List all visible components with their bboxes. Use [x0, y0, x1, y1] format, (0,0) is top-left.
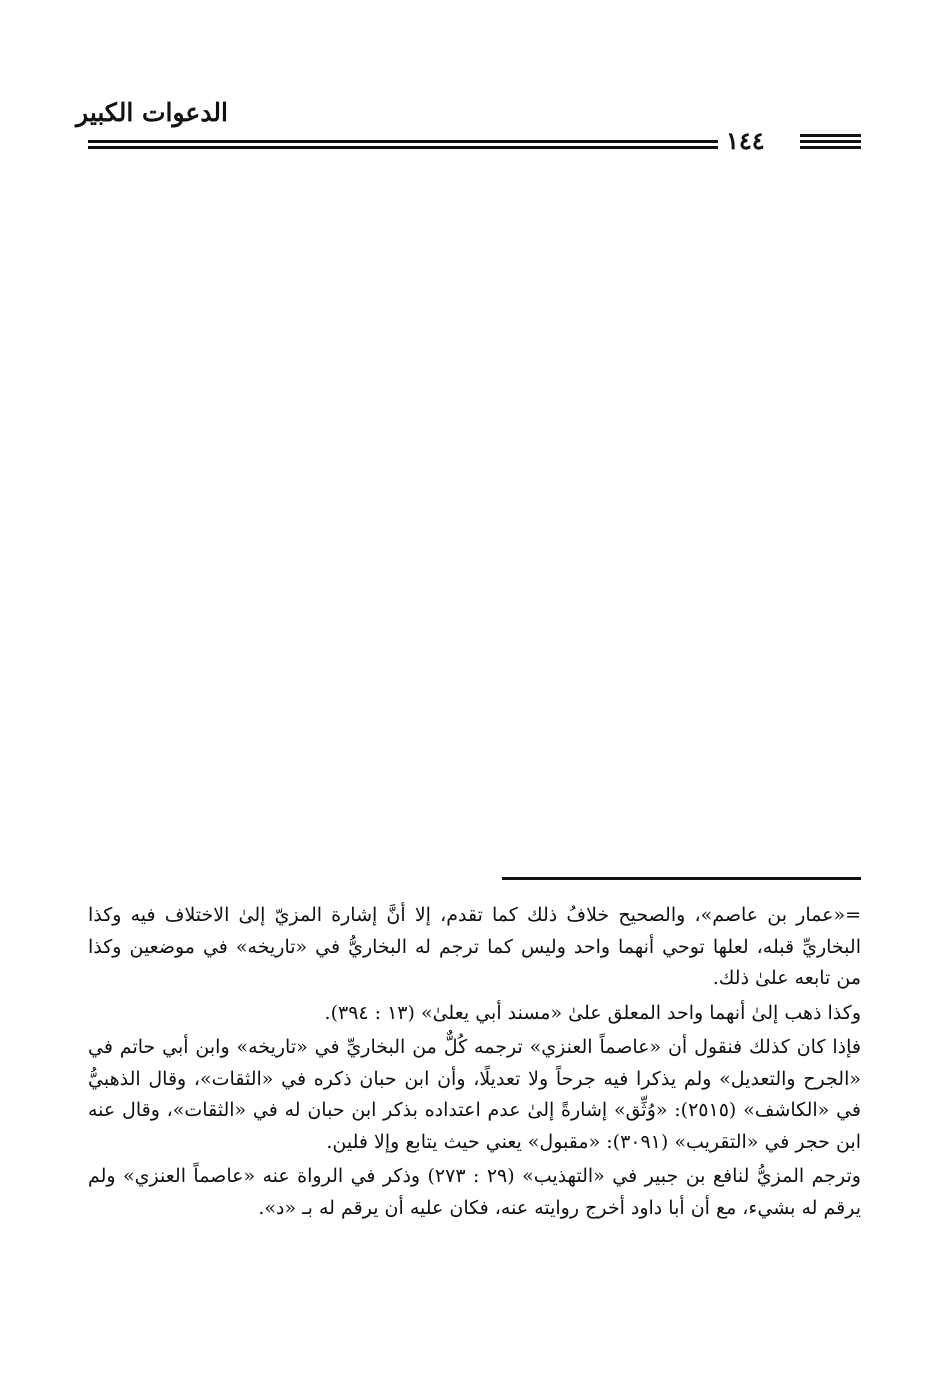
footnotes [88, 900, 861, 1227]
page-number-rule-1 [800, 134, 861, 137]
footnote-paragraph: وكذا ذهب إلىٰ أنهما واحد المعلق علىٰ «مسند أبي يعلىٰ» (١٣ : ٣٩٤). [324, 1001, 861, 1024]
footnote-paragraph: =«عمار بن عاصم»، والصحيح خلافُ ذلك كما تقدم، إلا أنَّ إشارة المزيّ إلىٰ الاختلاف فيه وكذا البخاريِّ قبله، لعلها توحي أنهما واحد وليس كما ترجم له البخاريُّ في «تاريخه» في موضعين وكذا من تابعه علىٰ ذلك. [88, 904, 861, 989]
book-title: الدعوات الكبير [76, 98, 228, 127]
page-number: ١٤٤ [718, 128, 773, 154]
footnote-separator [502, 877, 861, 880]
page-number-rule-3 [800, 146, 861, 149]
page-number-rule-2 [800, 140, 861, 143]
header-rule-bottom [88, 146, 718, 149]
header-rule-top [88, 140, 718, 143]
running-header [76, 96, 861, 156]
footnote-paragraph: فإذا كان كذلك فنقول أن «عاصماً العنزي» ترجمه كُلٌّ من البخاريِّ في «تاريخه» وابن أبي حاتم في «الجرح والتعديل» ولم يذكرا فيه جرحاً ولا تعديلًا، وأن ابن حبان ذكره في «الثقات»، وقال الذهبيُّ في «الكاشف» (٢٥١٥): «وُثِّق» إشارةً إلىٰ عدم اعتداده بذكر ابن حبان له في «الثقات»، وقال عنه ابن حجر في «التقريب» (٣٠٩١): «مقبول» يعني حيث يتابع وإلا فلين. [88, 1036, 861, 1153]
footnote-paragraph: وترجم المزيُّ لنافع بن جبير في «التهذيب» (٢٩ : ٢٧٣) وذكر في الرواة عنه «عاصماً العنزي» ولم يرقم له بشيء، مع أن أبا داود أخرج روايته عنه، فكان عليه أن يرقم له بـ «د». [88, 1165, 861, 1219]
